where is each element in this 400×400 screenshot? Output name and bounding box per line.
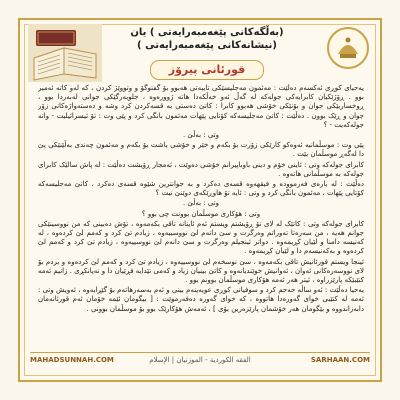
paragraph: پێی وت : موسڵمانبە ئەوەکو کارێکی زۆرت بۆ بکەم و خێر و خۆشی باشت بۆ بکەم و مەئمون چەندی بەڵێنێکی پێ دا لەگەڕ موسڵمان بێت . — [38, 141, 364, 159]
paragraph: یەحیای کوڕی ئەکسەم دەڵێت : مەئمون مەجلیسێکی تایبەتی هەبوو بۆ گفتوگۆ و وتووێژ کردن ، کە لەو کاتە ئەمیر بوو . ڕۆژێکیان کابرایەکی جولەکە لە گەڵ ئەو خەڵکەدا هاتە ژوورەوە ، جلوبەرگێکی جوانی لەبەردا بوو ، ڕوخساریێکی جوان و بۆنێکی خۆشی هەبوو کابرا : کاتێ دەستی بە قسەکردن کرد وشە و دەستەواژەکانی زۆر جوان و ڕێک بوون . دەڵێت : کاتێ مەجلیسەکە کۆتایی پێهات مەئمون بانگی کرد و پێی وت : تۆ ئیسرائیلیت - واتە جولەکەیت - ؟ — [38, 84, 364, 129]
header-line-2: (نیشانەکانی پێغەمبەرایەتی ) — [137, 40, 277, 51]
header-line-1: (بەڵگەکانی پێغەمبەرایەتی ) یان — [130, 27, 284, 38]
paragraph: ئینجا ویستم قورئانیش تاقی بکەمەوە ، سێ نوسخەم لێ نووسییەوە ، زیادم تێ کرد و کەمم لێ کردەوە و بردم بۆ لای نووسەرەکانی ئەوان ، ئەوانیش خوێندیانەوە و کاتێ بینیان زیاد و کەمی تێدایە فڕێیان دا و نەیانکڕی . زانیم ئەمە کتێبێکە پارێزراوە ، ئیتر هەر ئەمە هۆکاری موسڵمان بوونم بوو . — [38, 257, 364, 285]
paragraph: وتی : بەڵێ . — [182, 131, 220, 140]
paragraph: وتی : هۆکاری موسڵمان بوونت چی بوو ؟ — [141, 209, 261, 218]
paragraph: یەحیا دەڵێت : ئەو ساڵە حەجم کرد و سوفیانی کوڕی عویەینەم بینی و ئەم بەسەرهاتەم بۆ گێڕایەوە ، ئەویش وتی : ئەمە لە کتێبی خوای گەورەدا هاتووە ، کە خوای گەورە دەفەرموێت : [ بیگومان ئێمە خۆمان ئەم قورئانەمان دابەزاندووە و بێگومان هەر خۆشمان پارێزەرین بۆی ] ، ئەمەش هۆکارێک بوو بۆ موسڵمان بوونی . — [38, 286, 364, 313]
paragraph: کابرای جولەکە وتی : کاتێک لە لای تۆ ڕۆیشتم ویستم ئەم ئاینانە تاقی بکەمەوە ، تۆش دەبینی کە من نووسینێکی جوانم هەیە ، من سەرەتا تەوراتم وەرگرت و سێ دانەم لێ نووسییەوە ، زیادم تێ کرد و کەمم لێ کردەوە ، لە کەنیسە دامنا و لێیان کڕیمەوە . دواتر ئینجیلم وەرگرت و سێ دانەم لێ نووسییەوە ، زیادم تێ کرد و کەمم لێ کردەوە و بەکەنیسەم دا و لێیان کڕیمەوە . — [38, 219, 364, 256]
paragraph: کابرای جولەکە وتی : ئاینی خۆم و دینی باوباپیرانم خۆشی دەوێت ، ئەمجار ڕۆیشت دەڵێت : لە پاش سالێک کابرای جولەکە بە موسڵمانی هاتەوە . — [38, 160, 364, 178]
header-heading — [100, 26, 314, 52]
footer-caption: الفقه الكوردية - الموزنيان | الإسلام — [149, 356, 251, 364]
article-body — [38, 84, 364, 346]
site-logo-icon — [326, 26, 370, 70]
open-quran-book-image — [28, 24, 102, 82]
footer-site-link-left: MAHADSUNNAH.COM — [30, 356, 114, 364]
page-footer — [30, 352, 370, 367]
footer-site-link-right: SARHAAN.COM — [310, 356, 370, 364]
paragraph: دەڵێت : لە بارەی فەرموودە و فیقهەوە قسەی دەکرد و بە جوانترین شێوە قسەی دەکرد ، کاتێ مەجلیسەکە کۆتایی پێهات ، مەئمون بانگی کرد و وتی : ئایە تۆ هاوڕێکەی دوێنێ نیت ؟ — [38, 180, 364, 198]
paragraph: وتی : بەڵێ . — [182, 199, 220, 208]
page-title: قورئانی پیرۆز — [150, 60, 264, 80]
